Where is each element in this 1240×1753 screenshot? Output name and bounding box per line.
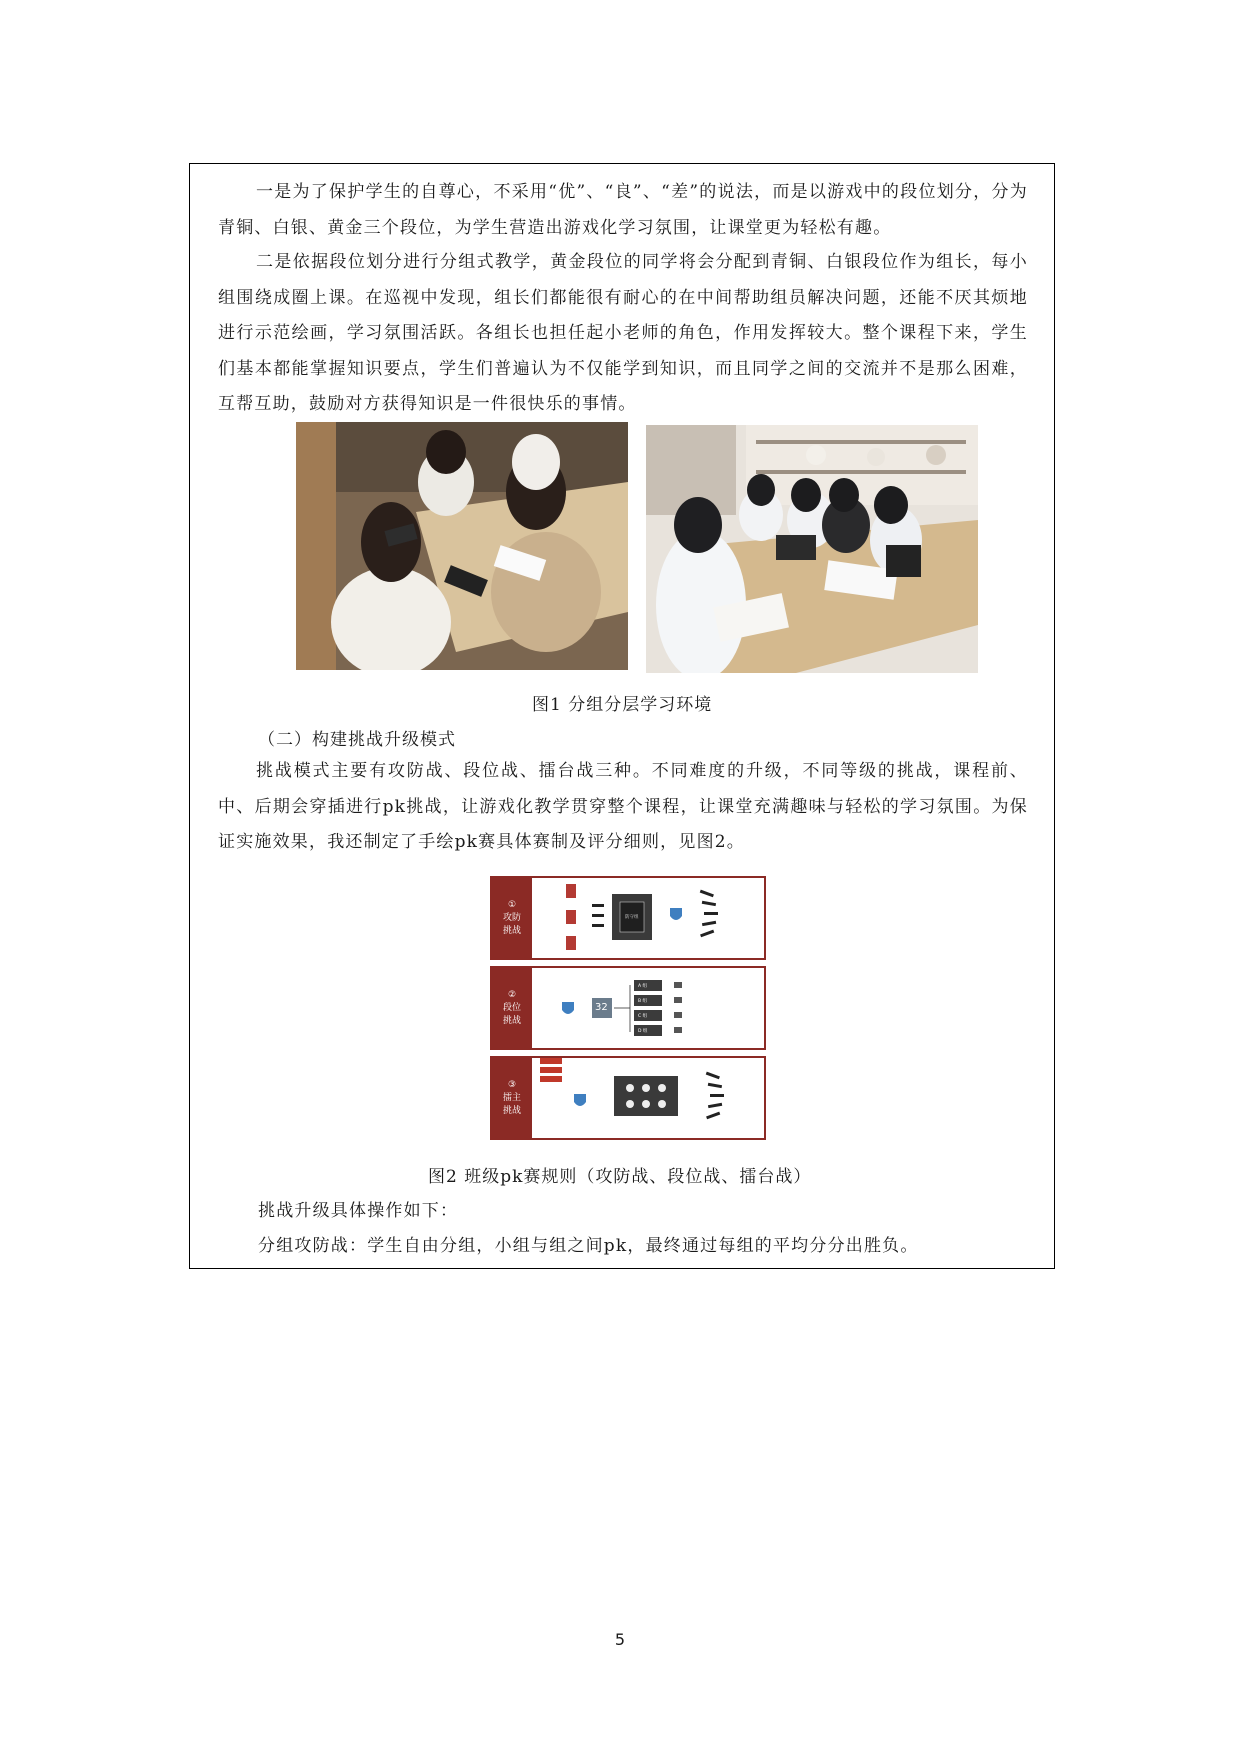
rank-d: D 组 <box>638 1029 648 1034</box>
rule-panel-attack-defense <box>490 876 766 960</box>
rank-b: B 组 <box>638 999 648 1004</box>
paragraph-1: 一是为了保护学生的自尊心，不采用“优”、“良”、“差”的说法，而是以游戏中的段位划分，分为青铜、白银、黄金三个段位，为学生营造出游戏化学习氛围，让课堂更为轻松有趣。 <box>218 182 1028 238</box>
figure-1-caption: 图1 分组分层学习环境 <box>532 695 713 715</box>
figure-2-caption: 图2 班级pk赛规则（攻防战、段位战、擂台战） <box>428 1167 812 1187</box>
defense-label: 防守组 <box>625 915 639 920</box>
paragraph-2: 二是依据段位划分进行分组式教学，黄金段位的同学将会分配到青铜、白银段位作为组长，每小组围绕成圈上课。在巡视中发现，组长们都能很有耐心的在中间帮助组员解决问题，还能不厌其烦地进行示范绘画，学习氛围活跃。各组长也担任起小老师的角色，作用发挥较大。整个课程下来，学生们基本都能掌握知识要点，学生们普遍认为不仅能学到知识，而且同学之间的交流并不是那么困难，互帮互助，鼓励对方获得知识是一件很快乐的事情。 <box>218 252 1028 414</box>
section-heading: （二）构建挑战升级模式 <box>258 730 456 750</box>
paragraph-3: 挑战模式主要有攻防战、段位战、擂台战三种。不同难度的升级，不同等级的挑战，课程前、中、后期会穿插进行pk挑战，让游戏化教学贯穿整个课程，让课堂充满趣味与轻松的学习氛围。为保证实施效果，我还制定了手绘pk赛具体赛制及评分细则，见图2。 <box>218 761 1028 852</box>
classroom-photo-left <box>296 422 628 670</box>
rule-side-label: ② 段位 挑战 <box>492 968 532 1048</box>
rule-side-label: ③ 擂主 挑战 <box>492 1058 532 1138</box>
paragraph-5: 分组攻防战：学生自由分组，小组与组之间pk，最终通过每组的平均分分出胜负。 <box>258 1236 919 1256</box>
paragraph-4: 挑战升级具体操作如下： <box>258 1201 459 1221</box>
rule-panel-rank <box>490 966 766 1050</box>
rule-side-label: ① 攻防 挑战 <box>492 878 532 958</box>
rank-a: A 组 <box>638 984 648 989</box>
score-number: 32 <box>595 1002 608 1013</box>
classroom-photo-right <box>646 425 978 673</box>
rank-c: C 组 <box>638 1014 648 1019</box>
rule-panel-arena <box>490 1056 766 1140</box>
arena-tags <box>540 1058 562 1086</box>
page-number: 5 <box>614 1630 626 1649</box>
